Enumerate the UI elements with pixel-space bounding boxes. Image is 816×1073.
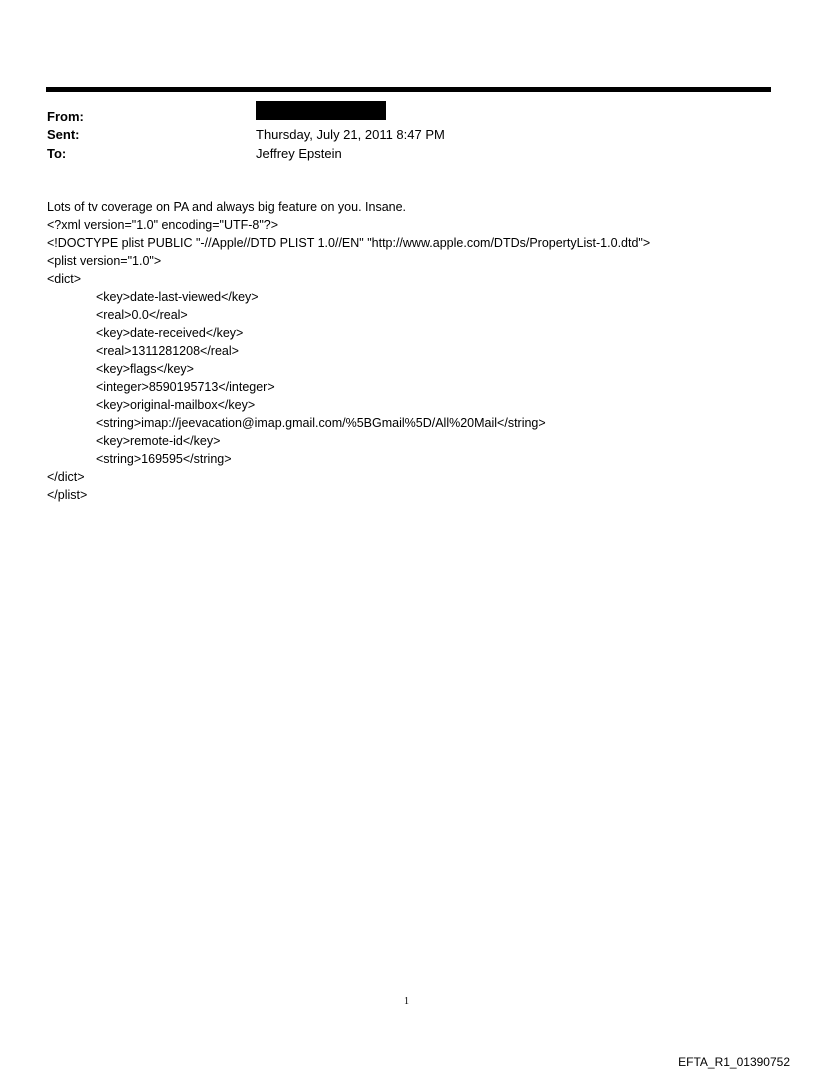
xml-line: <key>flags</key>	[96, 362, 194, 376]
message-text: Lots of tv coverage on PA and always big feature on you. Insane.	[47, 200, 407, 214]
to-value: Jeffrey Epstein	[256, 146, 342, 161]
xml-line: <dict>	[47, 272, 82, 286]
xml-line: <key>date-last-viewed</key>	[96, 290, 259, 304]
from-redaction	[256, 101, 386, 120]
bates-number: EFTA_R1_01390752	[678, 1055, 790, 1069]
header-rule	[46, 87, 771, 92]
xml-line: <!DOCTYPE plist PUBLIC "-//Apple//DTD PLIST 1.0//EN" "http://www.apple.com/DTDs/PropertyList-1.0.dtd">	[47, 236, 651, 250]
xml-line: <string>169595</string>	[96, 452, 232, 466]
xml-line: <integer>8590195713</integer>	[96, 380, 275, 394]
xml-line: <key>original-mailbox</key>	[96, 398, 256, 412]
to-label: To:	[47, 146, 67, 161]
xml-line: </plist>	[47, 488, 88, 502]
xml-line: <key>remote-id</key>	[96, 434, 221, 448]
xml-line: <plist version="1.0">	[47, 254, 162, 268]
page-number: 1	[404, 996, 409, 1007]
sent-label: Sent:	[47, 127, 80, 142]
xml-line: <key>date-received</key>	[96, 326, 244, 340]
xml-line: <real>1311281208</real>	[96, 344, 239, 358]
xml-line: <?xml version="1.0" encoding="UTF-8"?>	[47, 218, 279, 232]
sent-value: Thursday, July 21, 2011 8:47 PM	[256, 127, 445, 142]
from-label: From:	[47, 109, 84, 124]
xml-line: <real>0.0</real>	[96, 308, 188, 322]
xml-line: </dict>	[47, 470, 85, 484]
xml-line: <string>imap://jeevacation@imap.gmail.com/%5BGmail%5D/All%20Mail</string>	[96, 416, 546, 430]
